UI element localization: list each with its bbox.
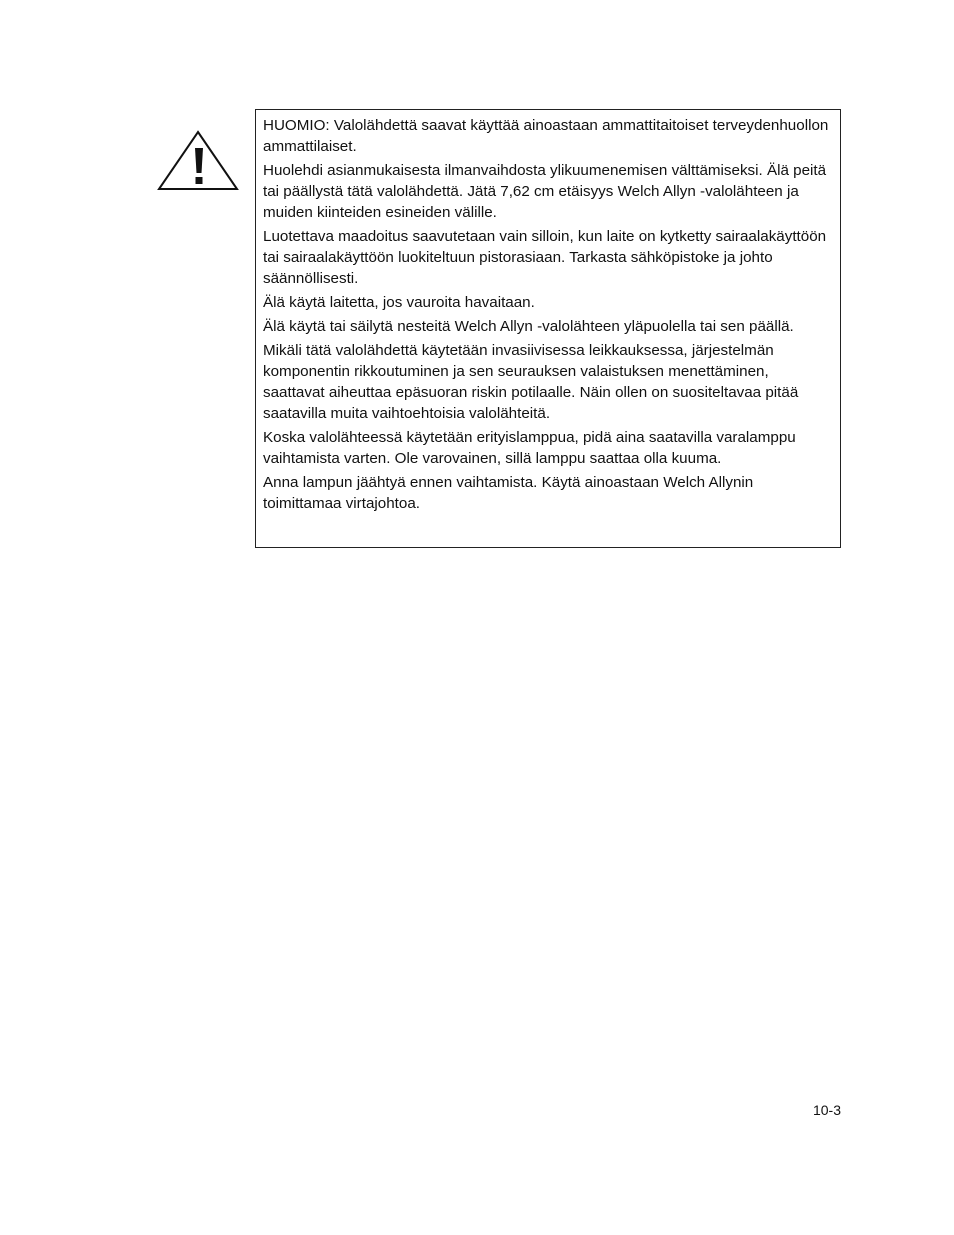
caution-paragraph-grounding: Luotettava maadoitus saavutetaan vain silloin, kun laite on kytketty sairaalakäyttöön tai sairaalakäyttöön luokiteltuun pistorasiaan. Tarkasta sähköpistoke ja johto säännöllisesti. (263, 228, 827, 287)
caution-paragraph-ventilation: Huolehdi asianmukaisesta ilmanvaihdosta ylikuumenemisen välttämiseksi. Älä peitä tai päällystä tätä valolähdettä. Jätä 7,62 cm etäisyys Welch Allyn -valolähteen ja muiden kiinteiden esineiden välille. (263, 162, 827, 221)
caution-box (255, 109, 841, 548)
caution-paragraph-invasive-surgery: Mikäli tätä valolähdettä käytetään invasiivisessa leikkauksessa, järjestelmän komponentin rikkoutuminen ja sen seurauksen valaistuksen menettäminen, saattavat aiheuttaa epäsuoran riskin potilaalle. Näin ollen on suositeltavaa pitää saatavilla muita vaihtoehtoisia valolähteitä. (263, 342, 799, 422)
caution-paragraph-professional-use: HUOMIO: Valolähdettä saavat käyttää ainoastaan ammattitaitoiset terveydenhuollon ammattilaiset. (263, 117, 829, 155)
caution-paragraph-spare-lamp: Koska valolähteessä käytetään erityislamppua, pidä aina saatavilla varalamppu vaihtamista varten. Ole varovainen, sillä lamppu saattaa olla kuuma. (263, 429, 796, 467)
caution-paragraph-lamp-cooling: Anna lampun jäähtyä ennen vaihtamista. Käytä ainoastaan Welch Allynin toimittamaa virtajohtoa. (263, 474, 754, 512)
caution-paragraph-damage: Älä käytä laitetta, jos vauroita havaitaan. (263, 294, 535, 311)
page-number: 10-3 (812, 1102, 841, 1118)
warning-triangle-icon (157, 129, 239, 191)
caution-paragraph-liquids: Älä käytä tai säilytä nesteitä Welch Allyn -valolähteen yläpuolella tai sen päällä. (263, 318, 794, 335)
